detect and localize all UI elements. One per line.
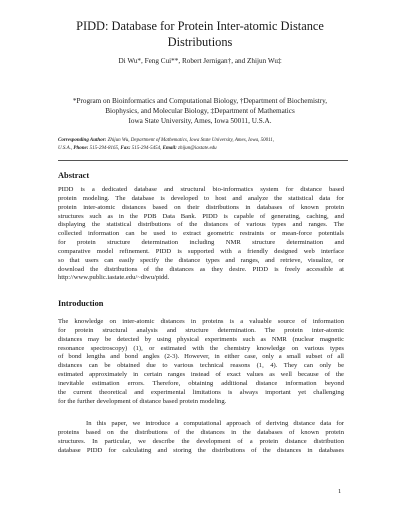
intro-line: inevitable estimation errors. Therefore, obtaining additional distance information beyond	[58, 379, 344, 387]
introduction-paragraph-1	[58, 318, 344, 406]
abstract-line: displaying the statistical distributions of the distances of various types and ranges. The	[58, 221, 344, 229]
abstract-line: protein inter-atomic distances based on their distributions in databases of known protein	[58, 203, 344, 211]
intro-line: proteins based on the distributions of the distances in the databases of known protein	[58, 428, 344, 436]
intro-line: of bond lengths and bond angles (2-3). However, in either case, only a small subset of all	[58, 353, 344, 361]
fax-value: 515-294-5454,	[130, 145, 163, 151]
abstract-line: collected information can be used to extract geometric restraints or mean-force potentials	[58, 230, 344, 238]
fax-label: Fax:	[120, 145, 131, 151]
email-value: zhijun@iastate.edu	[176, 145, 217, 151]
phone-label: Phone:	[73, 145, 89, 151]
abstract-line: PIDD is a dedicated database and structural bio-informatics system for distance based	[58, 186, 344, 193]
abstract-line: structures such as in the PDB Data Bank. PIDD is capable of generating, caching, and	[58, 212, 344, 220]
corresponding-text-1: Zhijun Wu, Department of Mathematics, Iowa State University, Ames, Iowa, 50011,	[106, 138, 275, 143]
corresponding-text-2: U.S.A.,	[58, 145, 74, 151]
header-divider	[58, 160, 348, 161]
intro-line: structures. In particular, we describe the development of a protein distance distribution	[58, 437, 344, 445]
intro-line: the current theoretical and experimental limitations is always important yet challenging	[58, 388, 344, 396]
abstract-heading: Abstract	[58, 171, 90, 180]
paper-title	[40, 18, 360, 50]
intro-line: In this paper, we introduce a computational approach of deriving distance data for	[86, 420, 344, 427]
intro-line: for protein structural analysis and structure determination. The protein inter-atomic	[58, 326, 344, 334]
abstract-url[interactable]: http://www.public.iastate.edu/~diwu/pidd.	[58, 274, 170, 282]
intro-line: database PIDD for calculating and storing the distributions of the distances in databases	[58, 446, 344, 454]
abstract-line: comparative model refinement. PIDD is supported with a friendly designed web interface	[58, 247, 344, 255]
title-line-2: Distributions	[167, 35, 233, 49]
intro-line: The knowledge on inter-atomic distances in proteins is a valuable source of information	[58, 318, 344, 325]
intro-line: distances can be obtained due to various technical reasons (1, 4). They can only be	[58, 362, 344, 370]
intro-line: distances may be detected by using physical experiments such as NMR (nuclear magnetic	[58, 335, 344, 343]
page-number: 1	[338, 488, 342, 495]
intro-line: resonance spectroscopy) (1), or estimated with the chemistry knowledge on various types	[58, 344, 344, 352]
affiliation-line-1: *Program on Bioinformatics and Computational Biology, †Department of Biochemistry,	[72, 97, 328, 105]
phone-value: 515-294-8165,	[88, 145, 121, 151]
title-line-1: PIDD: Database for Protein Inter-atomic Distance	[76, 19, 324, 33]
affiliations	[50, 96, 350, 126]
affiliation-line-3: Iowa State University, Ames, Iowa 50011, U.S.A.	[128, 117, 272, 125]
email-label: Email:	[162, 145, 177, 151]
intro-line: estimated approximately in certain ranges instead of exact values as well because of the	[58, 371, 344, 379]
abstract-line: protein modeling. The database is developed to host and analyze the statistical data for	[58, 194, 344, 202]
author-list: Di Wu*, Feng Cui**, Robert Jernigan†, and Zhijun Wu‡	[118, 57, 282, 65]
corresponding-label: Corresponding Author:	[58, 138, 107, 143]
introduction-heading: Introduction	[58, 299, 104, 308]
abstract-line: so that users can easily specify the distance types and ranges, and retrieve, visualize, or	[58, 256, 344, 264]
corresponding-author	[58, 137, 348, 152]
abstract-line: download the distributions of the distances as they desire. PIDD is freely accessible at	[58, 265, 344, 273]
intro-line: for the further development of distance based protein modeling.	[58, 397, 227, 405]
affiliation-line-2: Biophysics, and Molecular Biology, ‡Department of Mathematics	[105, 107, 295, 115]
introduction-paragraph-2	[58, 420, 344, 455]
abstract-body	[58, 186, 344, 283]
abstract-line: for protein structure determination including NMR structure determination and	[58, 239, 344, 247]
